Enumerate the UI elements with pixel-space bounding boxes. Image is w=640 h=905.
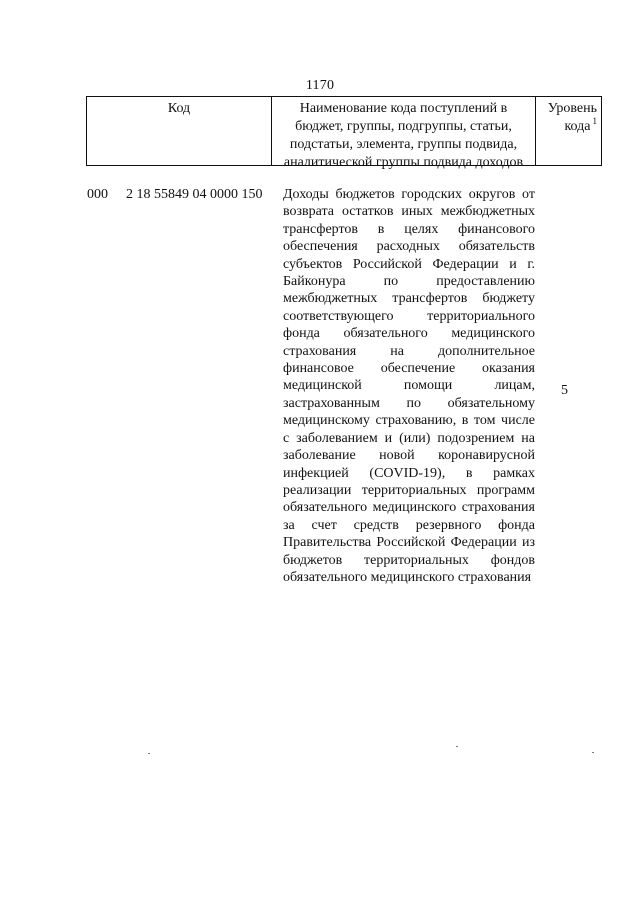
row-prefix: 000	[87, 187, 108, 202]
header-level-label: Уровень кода	[547, 101, 597, 134]
scan-speck	[148, 753, 150, 754]
row-level: 5	[561, 383, 568, 398]
page-number: 1170	[305, 78, 335, 93]
scan-speck	[456, 746, 458, 747]
scan-speck	[592, 752, 594, 753]
row-description: Доходы бюджетов городских округов от возврата остатков иных межбюджетных трансфертов в целях финансового обеспечения расходных обязательств субъектов Российской Федерации и г. Байконура по предоставлению межбюджетных трансфертов бюджету соответствующего территориального фонда обязательного медицинского страхования на дополнительное финансовое обеспечение оказания медицинской помощи лицам, застрахованным по обязательному медицинскому страхованию, в том числе с заболеванием и (или) подозрением на заболевание новой коронавирусной инфекцией (COVID-19), в рамках реализации территориальных программ обязательного медицинского страхования за счет средств резервного фонда Правительства Российской Федерации из бюджетов территориальных фондов обязательного медицинского страхования	[283, 187, 535, 585]
row-code: 2 18 55849 04 0000 150	[126, 187, 263, 202]
header-code: Код	[87, 97, 272, 165]
header-name: Наименование кода поступлений в бюджет, группы, подгруппы, статьи, подстатьи, элемента, группы подвида, аналитической группы подвида доходов	[272, 97, 536, 165]
header-level	[536, 97, 601, 165]
table-header	[86, 96, 602, 170]
header-level-footnote: 1	[592, 116, 597, 127]
